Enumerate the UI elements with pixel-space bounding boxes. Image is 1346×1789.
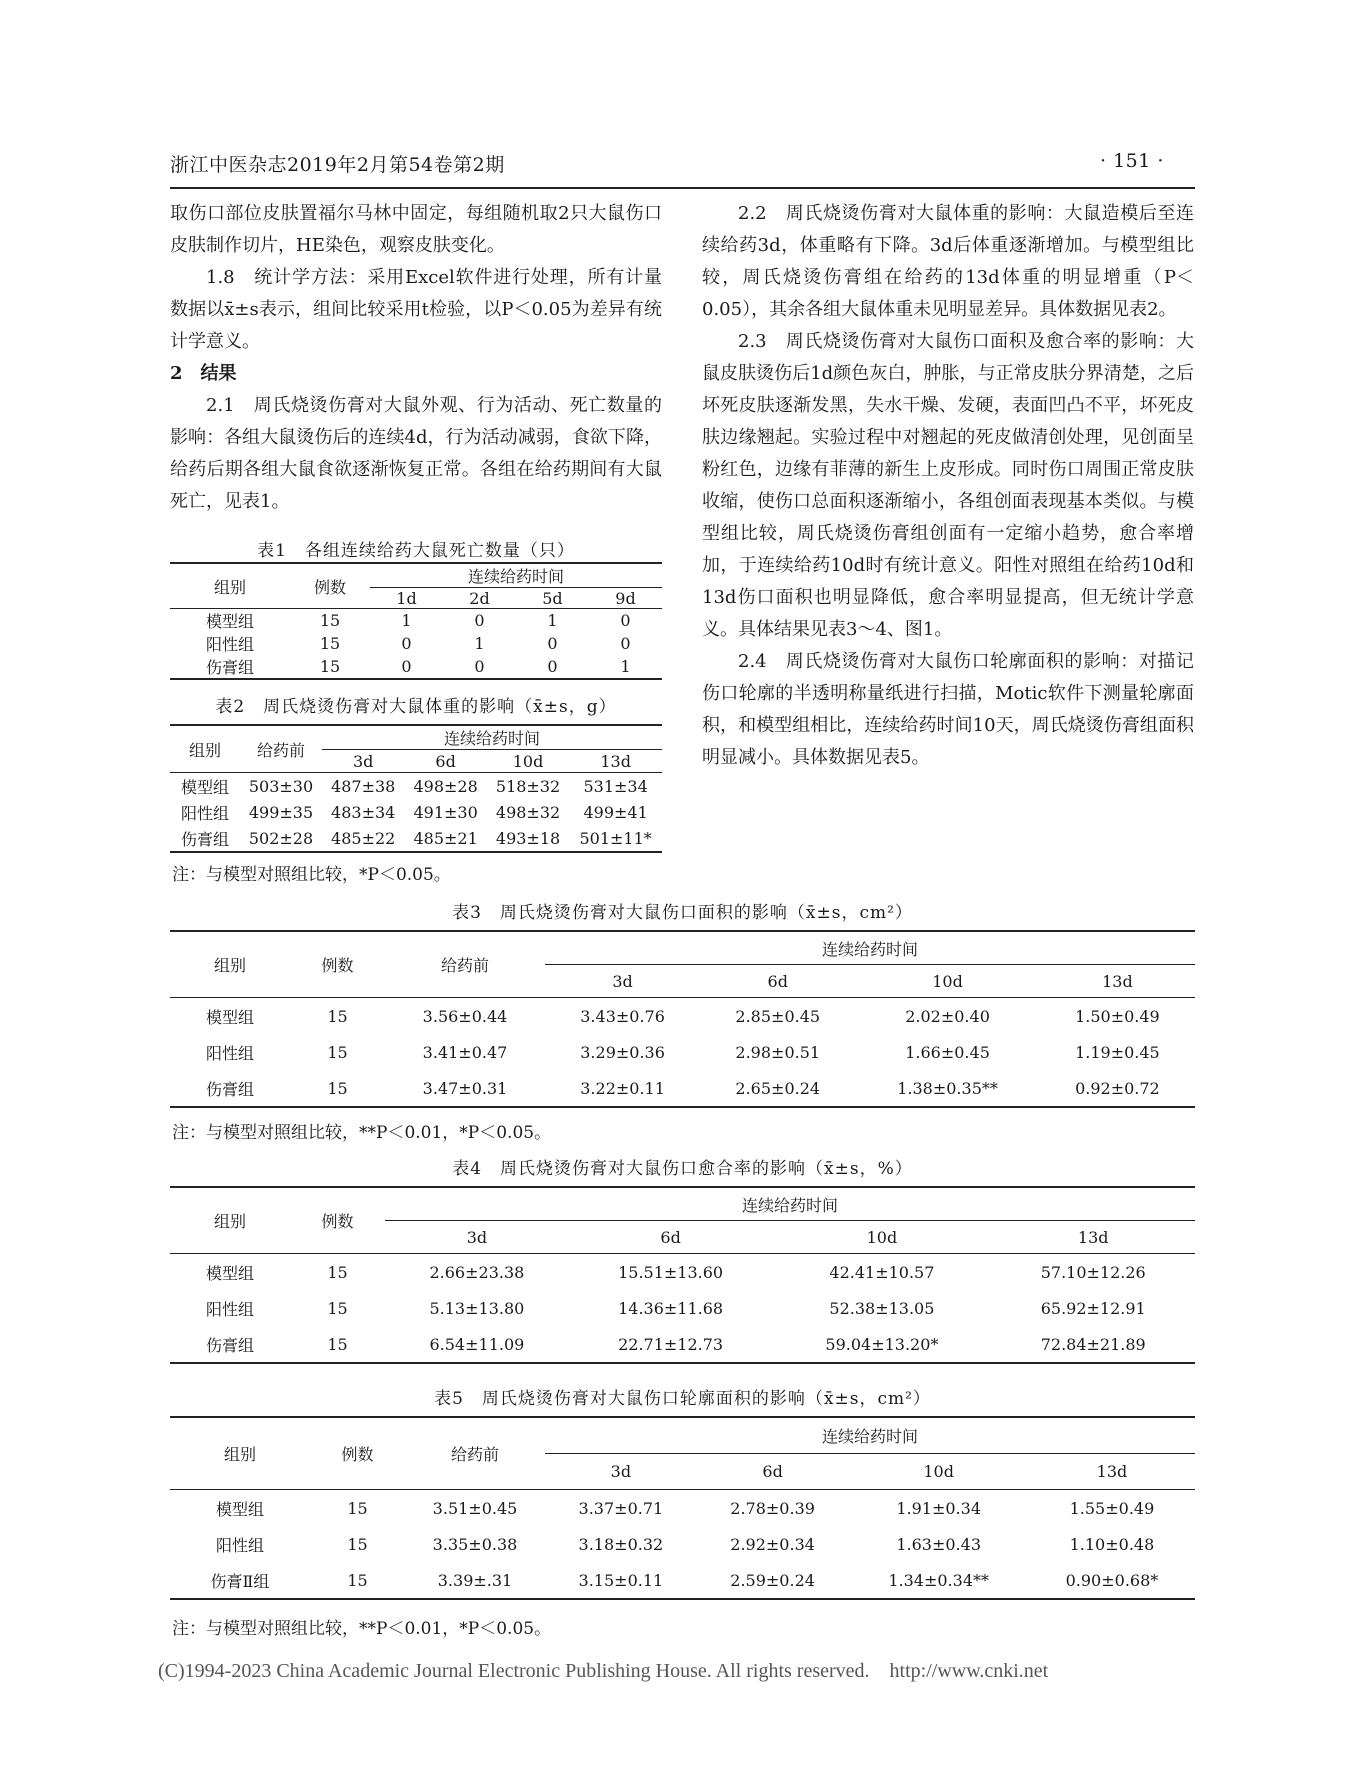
- count-cell: 15: [327, 1042, 348, 1062]
- table-row: [170, 825, 662, 852]
- value-cell: 2.78±0.39: [730, 1498, 815, 1518]
- value-cell: 0: [474, 657, 485, 676]
- value-cell: 5.13±13.80: [429, 1298, 525, 1318]
- header-cell: 组别: [213, 956, 246, 975]
- table-row: [170, 1070, 1195, 1107]
- value-cell: 498±32: [495, 802, 561, 822]
- value-cell: 499±41: [583, 802, 648, 822]
- header-cell: 连续给药时间: [322, 725, 662, 750]
- right-column: [702, 198, 1194, 774]
- group-cell: 伤膏组: [205, 1335, 254, 1355]
- value-cell: 1.19±0.45: [1075, 1042, 1160, 1062]
- value-cell: 485±22: [331, 828, 396, 848]
- day-header-cell: 13d: [1096, 1462, 1128, 1481]
- table-row: [170, 655, 662, 679]
- value-cell: 57.10±12.26: [1040, 1262, 1146, 1282]
- table-row: [170, 1562, 1195, 1599]
- count-cell: 15: [327, 1334, 348, 1354]
- day-header-cell: 9d: [615, 588, 636, 608]
- group-cell: 阳性组: [180, 803, 229, 823]
- table-row: [170, 632, 662, 655]
- group-cell: 伤膏组: [205, 1079, 254, 1099]
- group-cell: 阳性组: [205, 1043, 254, 1063]
- day-header-cell: 6d: [767, 971, 788, 991]
- day-header-cell: 13d: [1077, 1227, 1109, 1247]
- value-cell: 3.18±0.32: [578, 1534, 664, 1554]
- table4-caption: 表4 周氏烧烫伤膏对大鼠伤口愈合率的影响（x̄±s，%）: [452, 1159, 913, 1179]
- value-cell: 498±28: [413, 776, 478, 796]
- header-cell: 组别: [223, 1445, 256, 1464]
- count-cell: 15: [327, 1006, 348, 1026]
- header-cell: 给药前: [440, 956, 489, 975]
- value-cell: 487±38: [331, 776, 396, 796]
- value-cell: 0: [547, 657, 558, 676]
- table3: [170, 930, 1195, 1108]
- group-cell: 阳性组: [205, 635, 254, 654]
- value-cell: 2.92±0.34: [730, 1534, 815, 1554]
- value-cell: 1: [547, 611, 558, 630]
- table-row: [170, 609, 662, 633]
- value-cell: 3.37±0.71: [578, 1498, 664, 1518]
- value-cell: 0: [474, 611, 485, 630]
- baseline-cell: 3.47±0.31: [422, 1078, 508, 1098]
- day-header-cell: 10d: [923, 1462, 954, 1481]
- group-cell: 伤膏组: [205, 658, 254, 677]
- table5-note: 注：与模型对照组比较，**P＜0.01，*P＜0.05。: [172, 1619, 552, 1639]
- value-cell: 531±34: [583, 776, 648, 796]
- value-cell: 0.90±0.68*: [1065, 1570, 1159, 1590]
- value-cell: 483±34: [331, 802, 396, 822]
- value-cell: 2.65±0.24: [735, 1078, 821, 1098]
- value-cell: 0: [401, 634, 412, 653]
- day-header-cell: 10d: [932, 971, 963, 991]
- value-cell: 0.92±0.72: [1075, 1078, 1160, 1098]
- day-header-cell: 13d: [600, 751, 631, 771]
- header-rule: [170, 187, 1195, 189]
- group-cell: 模型组: [205, 1007, 254, 1027]
- table2-note: 注：与模型对照组比较，*P＜0.05。: [172, 865, 451, 885]
- section-heading: 2.3 周氏烧烫伤膏对大鼠伤口面积及愈合率的影响：: [738, 331, 1176, 352]
- value-cell: 1.91±0.34: [896, 1498, 981, 1518]
- table-row: [170, 799, 662, 825]
- value-cell: 1.10±0.48: [1069, 1534, 1155, 1554]
- day-header-cell: 2d: [469, 588, 490, 608]
- header-cell: 连续给药时间: [370, 563, 662, 588]
- header-cell: 连续给药时间: [545, 931, 1195, 965]
- header-cell: 例数: [313, 577, 346, 597]
- table2-caption: 表2 周氏烧烫伤膏对大鼠体重的影响（x̄±s，g）: [215, 697, 617, 717]
- value-cell: 3.43±0.76: [580, 1006, 665, 1026]
- value-cell: 1: [620, 657, 631, 676]
- value-cell: 72.84±21.89: [1040, 1334, 1146, 1354]
- header-cell: 给药前: [256, 740, 305, 760]
- value-cell: 493±18: [495, 828, 561, 848]
- day-header-cell: 3d: [610, 1462, 632, 1481]
- count-cell: 15: [319, 657, 341, 676]
- value-cell: 1: [401, 611, 412, 630]
- value-cell: 22.71±12.73: [618, 1334, 724, 1354]
- value-cell: 0: [547, 634, 558, 653]
- header-cell: 组别: [213, 1212, 246, 1231]
- day-header-cell: 6d: [435, 751, 456, 771]
- value-cell: 1.63±0.43: [896, 1534, 981, 1554]
- header-cell: 组别: [188, 740, 221, 760]
- group-cell: 阳性组: [205, 1299, 254, 1319]
- baseline-cell: 3.35±0.38: [432, 1534, 518, 1554]
- count-cell: 15: [347, 1570, 368, 1590]
- paragraph: 1.8 统计学方法：采用Excel软件进行处理，所有计量数据以x̄±s表示，组间比较采用t检验，以P＜0.05为差异有统计学意义。: [170, 267, 662, 352]
- baseline-cell: 3.56±0.44: [422, 1006, 508, 1026]
- value-cell: 59.04±13.20*: [825, 1334, 939, 1354]
- count-cell: 15: [319, 611, 341, 630]
- paragraph: 2.2 周氏烧烫伤膏对大鼠体重的影响：大鼠造模后至连续给药3d，体重略有下降。3d后体重逐渐增加。与模型组比较，周氏烧烫伤膏组在给药的13d体重的明显增重（P＜0.05），其余各组大鼠体重未见明显差异。具体数据见表2。: [702, 203, 1195, 320]
- section-title: 2 结果: [170, 363, 237, 384]
- day-header-cell: 6d: [762, 1462, 783, 1481]
- paragraph: 2.1 周氏烧烫伤膏对大鼠外观、行为活动、死亡数量的影响：各组大鼠烫伤后的连续4d，行为活动减弱，食欲下降，给药后期各组大鼠食欲逐渐恢复正常。各组在给药期间有大鼠死亡，见表1。: [170, 395, 662, 512]
- group-cell: 模型组: [215, 1499, 264, 1519]
- paragraph: 取伤口部位皮肤置福尔马林中固定，每组随机取2只大鼠伤口皮肤制作切片，HE染色，观察皮肤变化。: [170, 203, 662, 256]
- day-header-cell: 13d: [1102, 971, 1133, 991]
- value-cell: 6.54±11.09: [429, 1334, 525, 1354]
- group-cell: 模型组: [180, 777, 229, 797]
- value-cell: 2.02±0.40: [905, 1006, 990, 1026]
- section-heading: 2.4 周氏烧烫伤膏对大鼠伤口轮廓面积的影响：: [738, 651, 1139, 672]
- value-cell: 491±30: [413, 802, 478, 822]
- header-cell: 例数: [321, 956, 354, 975]
- header-cell: 给药前: [450, 1445, 499, 1464]
- count-cell: 15: [327, 1298, 348, 1318]
- value-cell: 0: [620, 634, 631, 653]
- table4: [170, 1186, 1195, 1364]
- table-row: [170, 998, 1195, 1035]
- value-cell: 0: [401, 657, 412, 676]
- value-cell: 3.15±0.11: [578, 1570, 664, 1590]
- value-cell: 14.36±11.68: [618, 1298, 724, 1318]
- table-row: [170, 1034, 1195, 1070]
- table-row: [170, 1254, 1195, 1291]
- baseline-cell: 3.39±.31: [437, 1570, 513, 1590]
- value-cell: 2.85±0.45: [735, 1006, 821, 1026]
- day-header-cell: 5d: [542, 588, 563, 608]
- value-cell: 1.66±0.45: [905, 1042, 990, 1062]
- day-header-cell: 1d: [396, 588, 417, 608]
- value-cell: 15.51±13.60: [618, 1262, 724, 1282]
- header-cell: 连续给药时间: [385, 1187, 1195, 1221]
- count-cell: 15: [327, 1262, 348, 1282]
- section-heading: 1.8 统计学方法：: [206, 267, 368, 288]
- value-cell: 1.55±0.49: [1069, 1498, 1155, 1518]
- day-header-cell: 3d: [612, 971, 633, 991]
- group-cell: 阳性组: [215, 1535, 264, 1555]
- value-cell: 65.92±12.91: [1040, 1298, 1146, 1318]
- day-header-cell: 3d: [466, 1227, 488, 1247]
- value-cell: 1.50±0.49: [1075, 1006, 1160, 1026]
- count-cell: 15: [319, 634, 341, 653]
- header-cell: 例数: [341, 1445, 374, 1464]
- section-heading: 2.2 周氏烧烫伤膏对大鼠体重的影响：: [738, 203, 1065, 224]
- value-cell: 485±21: [413, 828, 478, 848]
- day-header-cell: 3d: [353, 751, 374, 771]
- table3-caption: 表3 周氏烧烫伤膏对大鼠伤口面积的影响（x̄±s，cm²）: [452, 903, 913, 923]
- baseline-cell: 503±30: [248, 776, 314, 796]
- baseline-cell: 3.41±0.47: [422, 1042, 508, 1062]
- value-cell: 0: [620, 611, 631, 630]
- table2: [170, 724, 662, 853]
- day-header-cell: 10d: [866, 1227, 898, 1247]
- section-heading: 2.1 周氏烧烫伤膏对大鼠外观、行为活动、死亡数量的影响：: [170, 395, 662, 448]
- copyright-footer: (C)1994-2023 China Academic Journal Electronic Publishing House. All rights reserved. http://www.cnki.net: [158, 1660, 1049, 1682]
- table1: [170, 562, 662, 680]
- table-row: [170, 1490, 1195, 1527]
- header-cell: 连续给药时间: [545, 1417, 1195, 1454]
- table-row: [170, 773, 662, 800]
- value-cell: 501±11*: [579, 828, 652, 848]
- table-row: [170, 1290, 1195, 1326]
- header-cell: 例数: [321, 1212, 354, 1231]
- group-cell: 伤膏Ⅱ组: [210, 1571, 270, 1591]
- table5: [170, 1416, 1195, 1600]
- paragraph: 2.4 周氏烧烫伤膏对大鼠伤口轮廓面积的影响：对描记伤口轮廓的半透明称量纸进行扫描，Motic软件下测量轮廓面积，和模型组相比，连续给药时间10天，周氏烧烫伤膏组面积明显减小。具体数据见表5。: [702, 651, 1195, 768]
- count-cell: 15: [327, 1078, 348, 1098]
- baseline-cell: 499±35: [248, 802, 314, 822]
- value-cell: 3.22±0.11: [580, 1078, 665, 1098]
- value-cell: 2.59±0.24: [730, 1570, 815, 1590]
- table3-note: 注：与模型对照组比较，**P＜0.01，*P＜0.05。: [172, 1123, 552, 1143]
- group-cell: 模型组: [205, 612, 254, 631]
- value-cell: 2.66±23.38: [429, 1262, 525, 1282]
- page-number: · 151 ·: [1100, 150, 1164, 172]
- day-header-cell: 6d: [660, 1227, 681, 1247]
- baseline-cell: 3.51±0.45: [432, 1498, 518, 1518]
- table-row: [170, 1526, 1195, 1562]
- value-cell: 518±32: [495, 776, 561, 796]
- value-cell: 1.38±0.35**: [897, 1078, 998, 1098]
- value-cell: 2.98±0.51: [735, 1042, 821, 1062]
- paragraph: 2.3 周氏烧烫伤膏对大鼠伤口面积及愈合率的影响：大鼠皮肤烫伤后1d颜色灰白，肿胀，与正常皮肤分界清楚，之后坏死皮肤逐渐发黑，失水干燥、发硬，表面凹凸不平，坏死皮肤边缘翘起。实验过程中对翘起的死皮做清创处理，见创面呈粉红色，边缘有菲薄的新生上皮形成。同时伤口周围正常皮肤收缩，使伤口总面积逐渐缩小，各组创面表现基本类似。与模型组比较，周氏烧烫伤膏组创面有一定缩小趋势，愈合率增加，于连续给药10d时有统计意义。阳性对照组在给药10d和13d伤口面积也明显降低，愈合率明显提高，但无统计学意义。具体结果见表3～4、图1。: [702, 331, 1194, 640]
- table5-caption: 表5 周氏烧烫伤膏对大鼠伤口轮廓面积的影响（x̄±s，cm²）: [434, 1389, 931, 1409]
- group-cell: 模型组: [205, 1263, 254, 1283]
- count-cell: 15: [347, 1534, 368, 1554]
- table-row: [170, 1326, 1195, 1363]
- running-header: 浙江中医杂志2019年2月第54卷第2期: [170, 154, 505, 176]
- day-header-cell: 10d: [512, 751, 544, 771]
- group-cell: 伤膏组: [180, 829, 229, 849]
- count-cell: 15: [347, 1498, 368, 1518]
- value-cell: 1: [474, 634, 485, 653]
- table1-caption: 表1 各组连续给药大鼠死亡数量（只）: [257, 541, 575, 561]
- value-cell: 42.41±10.57: [829, 1262, 935, 1282]
- header-cell: 组别: [213, 577, 246, 597]
- value-cell: 52.38±13.05: [829, 1298, 935, 1318]
- value-cell: 3.29±0.36: [580, 1042, 665, 1062]
- baseline-cell: 502±28: [248, 828, 314, 848]
- value-cell: 1.34±0.34**: [888, 1570, 989, 1590]
- left-column: [170, 198, 662, 518]
